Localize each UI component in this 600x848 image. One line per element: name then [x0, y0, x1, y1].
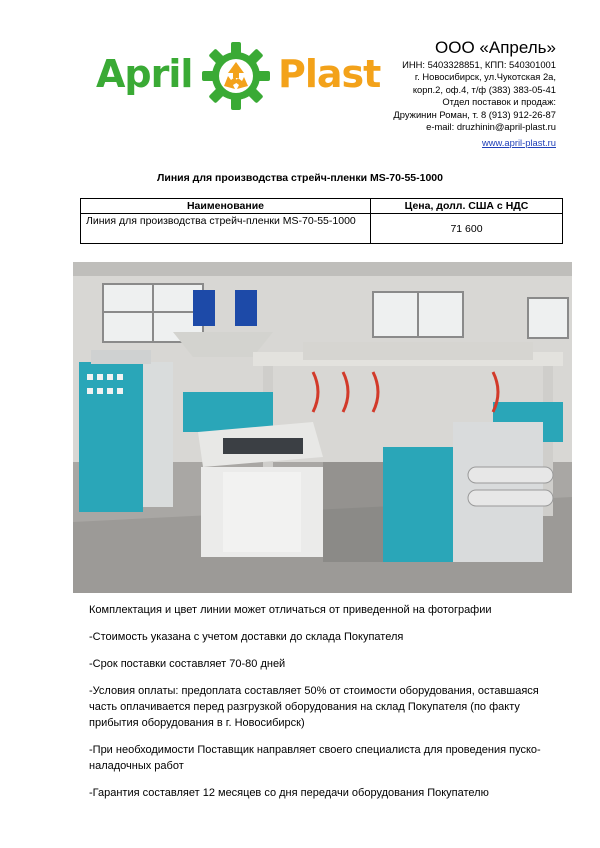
company-tax-ids: ИНН: 5403328851, КПП: 540301001 — [402, 59, 556, 70]
recycle-gear-icon — [200, 40, 272, 112]
company-contact-person: Дружинин Роман, т. 8 (913) 912-26-87 — [393, 108, 556, 120]
company-address-line-2: корп.2, оф.4, т/ф (383) 383-05-41 — [412, 83, 556, 95]
company-info — [296, 38, 556, 151]
header-name: Наименование — [81, 199, 371, 214]
company-email: e-mail: druzhinin@april-plast.ru — [426, 121, 556, 133]
product-photo — [73, 262, 572, 593]
price-table — [80, 198, 563, 244]
product-name-cell: Линия для производства стрейч-пленки MS-70-55-1000 — [81, 214, 371, 244]
note-warranty: -Гарантия составляет 12 месяцев со дня передачи оборудования Покупателю — [89, 787, 489, 799]
company-department: Отдел поставок и продаж: — [442, 96, 556, 108]
document-title: Линия для производства стрейч-пленки MS-70-55-1000 — [157, 172, 443, 184]
machine-illustration — [73, 262, 572, 593]
company-address-line-1: г. Новосибирск, ул.Чукотская 2а, — [414, 71, 556, 83]
company-website-link[interactable]: www.april-plast.ru — [482, 137, 556, 149]
note-delivery-cost: -Стоимость указана с учетом доставки до склада Покупателя — [89, 631, 404, 643]
note-payment-terms: -Условия оплаты: предоплата составляет 50% от стоимости оборудования, оставшаяся часть оплачивается перед разгрузкой оборудования на склад Покупателя (по факту прибытия оборудования в г. Новосибирск) — [89, 685, 539, 729]
note-configuration: Комплектация и цвет линии может отличаться от приведенной на фотографии — [89, 604, 492, 616]
header-price: Цена, долл. США с НДС — [371, 199, 563, 214]
company-name: ООО «Апрель» — [435, 38, 556, 57]
logo-word-april: April — [96, 52, 193, 96]
product-price-cell: 71 600 — [371, 214, 563, 244]
terms-notes — [89, 602, 569, 812]
table-header-row — [81, 199, 563, 214]
note-specialist: -При необходимости Поставщик направляет своего специалиста для проведения пуско-наладочных работ — [89, 744, 541, 772]
note-delivery-time: -Срок поставки составляет 70-80 дней — [89, 658, 286, 670]
table-row — [81, 214, 563, 244]
logo-word-plast: Plast — [278, 52, 381, 96]
